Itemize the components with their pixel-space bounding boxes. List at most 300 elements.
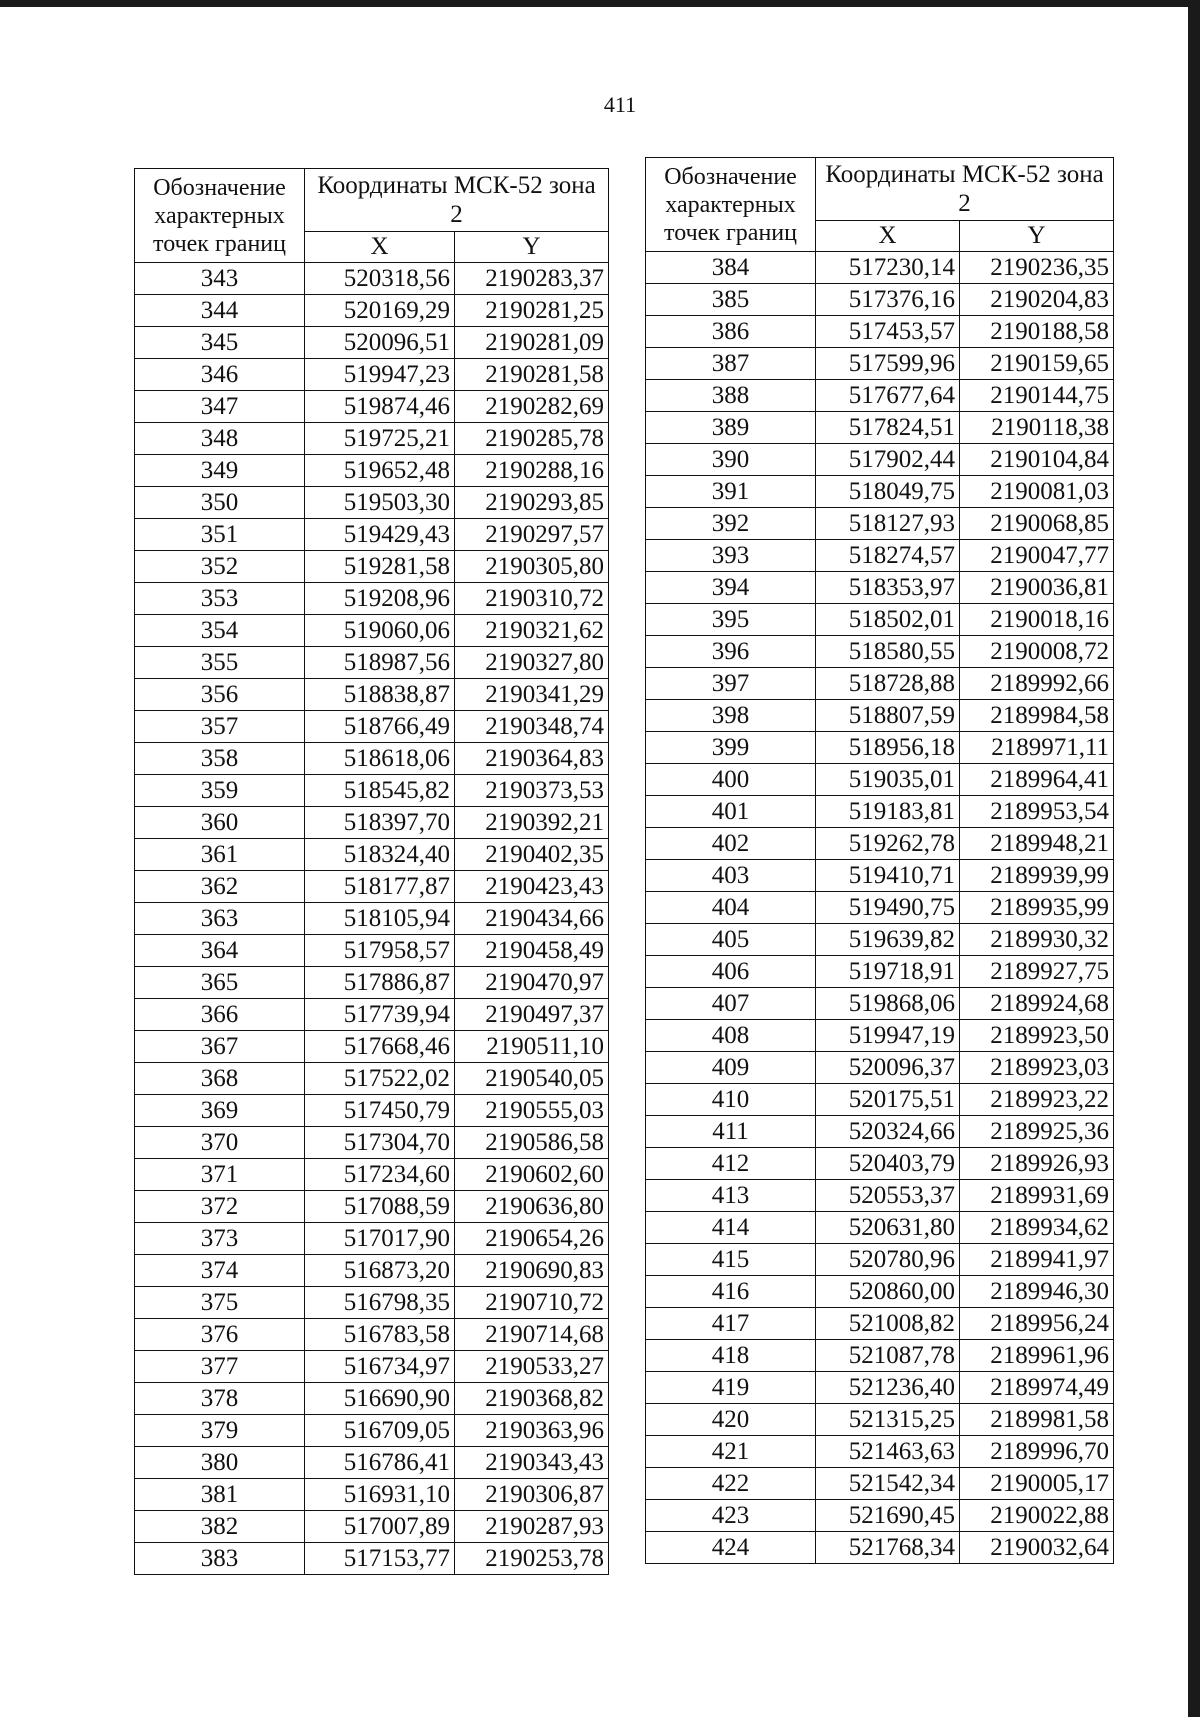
point-number-cell: 391 [646, 476, 816, 508]
y-coordinate-cell: 2190368,82 [455, 1383, 609, 1415]
point-number-cell: 358 [135, 743, 305, 775]
table-row [646, 764, 1114, 796]
x-coordinate-cell: 516709,05 [305, 1415, 455, 1447]
coordinates-table-left [134, 168, 609, 1575]
x-coordinate-cell: 519652,48 [305, 455, 455, 487]
point-number-cell: 387 [646, 348, 816, 380]
y-coordinate-cell: 2190281,09 [455, 327, 609, 359]
y-coordinate-cell: 2190363,96 [455, 1415, 609, 1447]
y-coordinate-cell: 2190690,83 [455, 1255, 609, 1287]
x-coordinate-cell: 520403,79 [816, 1148, 960, 1180]
x-coordinate-cell: 518987,56 [305, 647, 455, 679]
point-number-cell: 381 [135, 1479, 305, 1511]
y-coordinate-cell: 2189925,36 [960, 1116, 1114, 1148]
y-coordinate-cell: 2189964,41 [960, 764, 1114, 796]
point-number-cell: 395 [646, 604, 816, 636]
table-row [135, 1383, 609, 1415]
table-row [646, 284, 1114, 316]
x-coordinate-cell: 518766,49 [305, 711, 455, 743]
table-row [135, 1543, 609, 1575]
x-coordinate-cell: 518177,87 [305, 871, 455, 903]
table-row [646, 700, 1114, 732]
point-number-cell: 372 [135, 1191, 305, 1223]
y-coordinate-cell: 2190636,80 [455, 1191, 609, 1223]
y-coordinate-cell: 2189981,58 [960, 1404, 1114, 1436]
y-column-header: Y [960, 221, 1114, 252]
table-row [135, 487, 609, 519]
point-number-cell: 404 [646, 892, 816, 924]
point-number-cell: 399 [646, 732, 816, 764]
table-row [646, 1116, 1114, 1148]
x-coordinate-cell: 518807,59 [816, 700, 960, 732]
x-coordinate-cell: 516931,10 [305, 1479, 455, 1511]
x-coordinate-cell: 518127,93 [816, 508, 960, 540]
y-coordinate-cell: 2190306,87 [455, 1479, 609, 1511]
point-number-cell: 422 [646, 1468, 816, 1500]
x-coordinate-cell: 517677,64 [816, 380, 960, 412]
table-row [646, 1180, 1114, 1212]
x-coordinate-cell: 518353,97 [816, 572, 960, 604]
table-row [646, 636, 1114, 668]
table-row [646, 316, 1114, 348]
y-column-header: Y [455, 232, 609, 263]
point-number-cell: 424 [646, 1532, 816, 1564]
table-row [646, 1468, 1114, 1500]
point-number-cell: 353 [135, 583, 305, 615]
table-row [135, 1095, 609, 1127]
x-coordinate-cell: 521008,82 [816, 1308, 960, 1340]
x-coordinate-cell: 518580,55 [816, 636, 960, 668]
coordinates-header: Координаты МСК-52 зона 2 [305, 169, 609, 232]
table-row [135, 1351, 609, 1383]
y-coordinate-cell: 2189935,99 [960, 892, 1114, 924]
table-body-left [135, 263, 609, 1575]
table-row [135, 1223, 609, 1255]
y-coordinate-cell: 2190373,53 [455, 775, 609, 807]
point-number-cell: 344 [135, 295, 305, 327]
x-coordinate-cell: 518502,01 [816, 604, 960, 636]
x-coordinate-cell: 519874,46 [305, 391, 455, 423]
y-coordinate-cell: 2189923,22 [960, 1084, 1114, 1116]
y-coordinate-cell: 2190470,97 [455, 967, 609, 999]
table-row [646, 892, 1114, 924]
y-coordinate-cell: 2190555,03 [455, 1095, 609, 1127]
point-number-cell: 360 [135, 807, 305, 839]
y-coordinate-cell: 2190283,37 [455, 263, 609, 295]
y-coordinate-cell: 2189984,58 [960, 700, 1114, 732]
y-coordinate-cell: 2190018,16 [960, 604, 1114, 636]
point-number-cell: 374 [135, 1255, 305, 1287]
table-row [135, 1191, 609, 1223]
point-number-cell: 380 [135, 1447, 305, 1479]
y-coordinate-cell: 2190586,58 [455, 1127, 609, 1159]
point-number-cell: 376 [135, 1319, 305, 1351]
coordinates-header: Координаты МСК-52 зона 2 [816, 158, 1114, 221]
y-coordinate-cell: 2190511,10 [455, 1031, 609, 1063]
x-coordinate-cell: 520860,00 [816, 1276, 960, 1308]
point-number-cell: 385 [646, 284, 816, 316]
point-number-cell: 378 [135, 1383, 305, 1415]
point-number-cell: 345 [135, 327, 305, 359]
x-coordinate-cell: 516873,20 [305, 1255, 455, 1287]
table-row [646, 924, 1114, 956]
point-number-cell: 397 [646, 668, 816, 700]
point-number-cell: 401 [646, 796, 816, 828]
point-number-cell: 375 [135, 1287, 305, 1319]
table-row [646, 1436, 1114, 1468]
table-row [135, 1127, 609, 1159]
y-coordinate-cell: 2190533,27 [455, 1351, 609, 1383]
point-column-header: Обозначение характерных точек границ [646, 158, 816, 252]
table-row [646, 732, 1114, 764]
y-coordinate-cell: 2189924,68 [960, 988, 1114, 1020]
table-row [135, 871, 609, 903]
point-number-cell: 389 [646, 412, 816, 444]
x-coordinate-cell: 521768,34 [816, 1532, 960, 1564]
y-coordinate-cell: 2190321,62 [455, 615, 609, 647]
x-coordinate-cell: 521542,34 [816, 1468, 960, 1500]
point-number-cell: 384 [646, 252, 816, 284]
table-row [646, 508, 1114, 540]
y-coordinate-cell: 2190288,16 [455, 455, 609, 487]
y-coordinate-cell: 2190297,57 [455, 519, 609, 551]
x-coordinate-cell: 517007,89 [305, 1511, 455, 1543]
table-row [135, 455, 609, 487]
table-row [135, 583, 609, 615]
x-coordinate-cell: 517088,59 [305, 1191, 455, 1223]
y-coordinate-cell: 2189930,32 [960, 924, 1114, 956]
point-number-cell: 416 [646, 1276, 816, 1308]
y-coordinate-cell: 2190081,03 [960, 476, 1114, 508]
y-coordinate-cell: 2190423,43 [455, 871, 609, 903]
table-row [135, 1479, 609, 1511]
table-row [135, 263, 609, 295]
y-coordinate-cell: 2190068,85 [960, 508, 1114, 540]
x-coordinate-cell: 518545,82 [305, 775, 455, 807]
x-coordinate-cell: 518728,88 [816, 668, 960, 700]
y-coordinate-cell: 2190710,72 [455, 1287, 609, 1319]
x-coordinate-cell: 516783,58 [305, 1319, 455, 1351]
table-row [646, 380, 1114, 412]
point-number-cell: 400 [646, 764, 816, 796]
point-number-cell: 355 [135, 647, 305, 679]
y-coordinate-cell: 2190602,60 [455, 1159, 609, 1191]
y-coordinate-cell: 2190047,77 [960, 540, 1114, 572]
table-row [646, 1340, 1114, 1372]
table-row [135, 1031, 609, 1063]
point-number-cell: 379 [135, 1415, 305, 1447]
y-coordinate-cell: 2189996,70 [960, 1436, 1114, 1468]
y-coordinate-cell: 2190654,26 [455, 1223, 609, 1255]
x-coordinate-cell: 517902,44 [816, 444, 960, 476]
y-coordinate-cell: 2189992,66 [960, 668, 1114, 700]
x-coordinate-cell: 517668,46 [305, 1031, 455, 1063]
y-coordinate-cell: 2190118,38 [960, 412, 1114, 444]
x-coordinate-cell: 520096,51 [305, 327, 455, 359]
table-row [135, 807, 609, 839]
point-number-cell: 383 [135, 1543, 305, 1575]
point-number-cell: 406 [646, 956, 816, 988]
y-coordinate-cell: 2189971,11 [960, 732, 1114, 764]
y-coordinate-cell: 2190341,29 [455, 679, 609, 711]
table-row [135, 839, 609, 871]
y-coordinate-cell: 2190348,74 [455, 711, 609, 743]
point-number-cell: 373 [135, 1223, 305, 1255]
table-row [135, 743, 609, 775]
y-coordinate-cell: 2190392,21 [455, 807, 609, 839]
point-number-cell: 363 [135, 903, 305, 935]
point-number-cell: 368 [135, 1063, 305, 1095]
table-row [646, 1020, 1114, 1052]
table-row [646, 1308, 1114, 1340]
x-coordinate-cell: 519281,58 [305, 551, 455, 583]
point-number-cell: 393 [646, 540, 816, 572]
y-coordinate-cell: 2189931,69 [960, 1180, 1114, 1212]
x-coordinate-cell: 519490,75 [816, 892, 960, 924]
y-coordinate-cell: 2190281,25 [455, 295, 609, 327]
point-number-cell: 356 [135, 679, 305, 711]
point-number-cell: 415 [646, 1244, 816, 1276]
x-coordinate-cell: 517304,70 [305, 1127, 455, 1159]
y-coordinate-cell: 2190310,72 [455, 583, 609, 615]
table-row [135, 423, 609, 455]
y-coordinate-cell: 2189934,62 [960, 1212, 1114, 1244]
table-row [135, 1415, 609, 1447]
x-coordinate-cell: 519035,01 [816, 764, 960, 796]
y-coordinate-cell: 2190293,85 [455, 487, 609, 519]
y-coordinate-cell: 2189923,50 [960, 1020, 1114, 1052]
x-coordinate-cell: 521690,45 [816, 1500, 960, 1532]
table-row [646, 1276, 1114, 1308]
y-coordinate-cell: 2190005,17 [960, 1468, 1114, 1500]
table-row [646, 572, 1114, 604]
x-coordinate-cell: 517958,57 [305, 935, 455, 967]
point-number-cell: 409 [646, 1052, 816, 1084]
x-coordinate-cell: 517230,14 [816, 252, 960, 284]
x-coordinate-cell: 518838,87 [305, 679, 455, 711]
point-number-cell: 388 [646, 380, 816, 412]
table-row [135, 551, 609, 583]
x-coordinate-cell: 520553,37 [816, 1180, 960, 1212]
point-number-cell: 392 [646, 508, 816, 540]
table-row [135, 519, 609, 551]
x-coordinate-cell: 517522,02 [305, 1063, 455, 1095]
table-row [135, 1159, 609, 1191]
x-coordinate-cell: 518105,94 [305, 903, 455, 935]
table-row [646, 956, 1114, 988]
table-row [646, 1244, 1114, 1276]
y-coordinate-cell: 2190281,58 [455, 359, 609, 391]
table-row [135, 903, 609, 935]
x-coordinate-cell: 519410,71 [816, 860, 960, 892]
x-coordinate-cell: 518618,06 [305, 743, 455, 775]
table-row [646, 348, 1114, 380]
y-coordinate-cell: 2190434,66 [455, 903, 609, 935]
x-coordinate-cell: 517824,51 [816, 412, 960, 444]
y-coordinate-cell: 2189948,21 [960, 828, 1114, 860]
table-row [646, 1052, 1114, 1084]
point-number-cell: 371 [135, 1159, 305, 1191]
table-row [135, 327, 609, 359]
point-number-cell: 361 [135, 839, 305, 871]
x-coordinate-cell: 516786,41 [305, 1447, 455, 1479]
x-coordinate-cell: 518049,75 [816, 476, 960, 508]
table-row [135, 1319, 609, 1351]
point-number-cell: 394 [646, 572, 816, 604]
point-number-cell: 354 [135, 615, 305, 647]
table-row [646, 796, 1114, 828]
table-row [646, 828, 1114, 860]
y-coordinate-cell: 2190458,49 [455, 935, 609, 967]
x-coordinate-cell: 520318,56 [305, 263, 455, 295]
point-number-cell: 386 [646, 316, 816, 348]
point-number-cell: 398 [646, 700, 816, 732]
point-number-cell: 377 [135, 1351, 305, 1383]
table-row [135, 615, 609, 647]
point-number-cell: 350 [135, 487, 305, 519]
y-coordinate-cell: 2190032,64 [960, 1532, 1114, 1564]
y-coordinate-cell: 2190144,75 [960, 380, 1114, 412]
table-row [646, 1084, 1114, 1116]
point-number-cell: 348 [135, 423, 305, 455]
y-coordinate-cell: 2190714,68 [455, 1319, 609, 1351]
table-row [646, 1372, 1114, 1404]
y-coordinate-cell: 2189923,03 [960, 1052, 1114, 1084]
table-row [646, 1212, 1114, 1244]
point-number-cell: 362 [135, 871, 305, 903]
x-column-header: X [305, 232, 455, 263]
point-number-cell: 407 [646, 988, 816, 1020]
point-number-cell: 366 [135, 999, 305, 1031]
point-number-cell: 423 [646, 1500, 816, 1532]
y-coordinate-cell: 2189927,75 [960, 956, 1114, 988]
table-row [646, 604, 1114, 636]
table-row [646, 1532, 1114, 1564]
table-row [135, 775, 609, 807]
point-number-cell: 365 [135, 967, 305, 999]
point-number-cell: 418 [646, 1340, 816, 1372]
x-coordinate-cell: 516734,97 [305, 1351, 455, 1383]
x-coordinate-cell: 516690,90 [305, 1383, 455, 1415]
point-number-cell: 349 [135, 455, 305, 487]
table-row [135, 1063, 609, 1095]
x-coordinate-cell: 519947,23 [305, 359, 455, 391]
x-coordinate-cell: 520169,29 [305, 295, 455, 327]
x-coordinate-cell: 518397,70 [305, 807, 455, 839]
table-row [135, 647, 609, 679]
x-coordinate-cell: 519208,96 [305, 583, 455, 615]
point-number-cell: 410 [646, 1084, 816, 1116]
point-number-cell: 417 [646, 1308, 816, 1340]
x-coordinate-cell: 520175,51 [816, 1084, 960, 1116]
x-coordinate-cell: 519183,81 [816, 796, 960, 828]
table-row [135, 359, 609, 391]
y-coordinate-cell: 2190036,81 [960, 572, 1114, 604]
x-coordinate-cell: 519060,06 [305, 615, 455, 647]
x-coordinate-cell: 518956,18 [816, 732, 960, 764]
table-row [646, 1148, 1114, 1180]
point-number-cell: 412 [646, 1148, 816, 1180]
table-row [135, 1255, 609, 1287]
table-row [135, 1511, 609, 1543]
y-coordinate-cell: 2189946,30 [960, 1276, 1114, 1308]
x-coordinate-cell: 518324,40 [305, 839, 455, 871]
table-row [135, 1447, 609, 1479]
y-coordinate-cell: 2190282,69 [455, 391, 609, 423]
point-number-cell: 419 [646, 1372, 816, 1404]
y-coordinate-cell: 2190287,93 [455, 1511, 609, 1543]
table-row [135, 711, 609, 743]
point-number-cell: 413 [646, 1180, 816, 1212]
y-coordinate-cell: 2189953,54 [960, 796, 1114, 828]
x-coordinate-cell: 518274,57 [816, 540, 960, 572]
x-coordinate-cell: 519725,21 [305, 423, 455, 455]
y-coordinate-cell: 2190285,78 [455, 423, 609, 455]
table-row [135, 999, 609, 1031]
y-coordinate-cell: 2189941,97 [960, 1244, 1114, 1276]
y-coordinate-cell: 2190497,37 [455, 999, 609, 1031]
y-coordinate-cell: 2190253,78 [455, 1543, 609, 1575]
y-coordinate-cell: 2189956,24 [960, 1308, 1114, 1340]
table-row [135, 935, 609, 967]
point-number-cell: 414 [646, 1212, 816, 1244]
x-coordinate-cell: 519868,06 [816, 988, 960, 1020]
x-column-header: X [816, 221, 960, 252]
y-coordinate-cell: 2189961,96 [960, 1340, 1114, 1372]
x-coordinate-cell: 519718,91 [816, 956, 960, 988]
table-row [135, 295, 609, 327]
point-number-cell: 351 [135, 519, 305, 551]
x-coordinate-cell: 519503,30 [305, 487, 455, 519]
page-number: 411 [603, 92, 637, 117]
x-coordinate-cell: 517234,60 [305, 1159, 455, 1191]
y-coordinate-cell: 2190104,84 [960, 444, 1114, 476]
x-coordinate-cell: 521315,25 [816, 1404, 960, 1436]
table-row [135, 1287, 609, 1319]
y-coordinate-cell: 2190022,88 [960, 1500, 1114, 1532]
table-row [646, 860, 1114, 892]
point-number-cell: 359 [135, 775, 305, 807]
point-column-header: Обозначение характерных точек границ [135, 169, 305, 263]
x-coordinate-cell: 517886,87 [305, 967, 455, 999]
point-number-cell: 369 [135, 1095, 305, 1127]
table-row [646, 444, 1114, 476]
point-number-cell: 408 [646, 1020, 816, 1052]
x-coordinate-cell: 521463,63 [816, 1436, 960, 1468]
x-coordinate-cell: 520631,80 [816, 1212, 960, 1244]
table-row [646, 252, 1114, 284]
point-number-cell: 343 [135, 263, 305, 295]
x-coordinate-cell: 517017,90 [305, 1223, 455, 1255]
table-row [135, 391, 609, 423]
y-coordinate-cell: 2190188,58 [960, 316, 1114, 348]
y-coordinate-cell: 2190327,80 [455, 647, 609, 679]
y-coordinate-cell: 2189926,93 [960, 1148, 1114, 1180]
x-coordinate-cell: 520324,66 [816, 1116, 960, 1148]
table-row [135, 679, 609, 711]
point-number-cell: 421 [646, 1436, 816, 1468]
table-row [646, 988, 1114, 1020]
x-coordinate-cell: 517599,96 [816, 348, 960, 380]
table-row [646, 476, 1114, 508]
y-coordinate-cell: 2190236,35 [960, 252, 1114, 284]
x-coordinate-cell: 520096,37 [816, 1052, 960, 1084]
y-coordinate-cell: 2189974,49 [960, 1372, 1114, 1404]
point-number-cell: 382 [135, 1511, 305, 1543]
x-coordinate-cell: 517153,77 [305, 1543, 455, 1575]
y-coordinate-cell: 2190008,72 [960, 636, 1114, 668]
point-number-cell: 367 [135, 1031, 305, 1063]
